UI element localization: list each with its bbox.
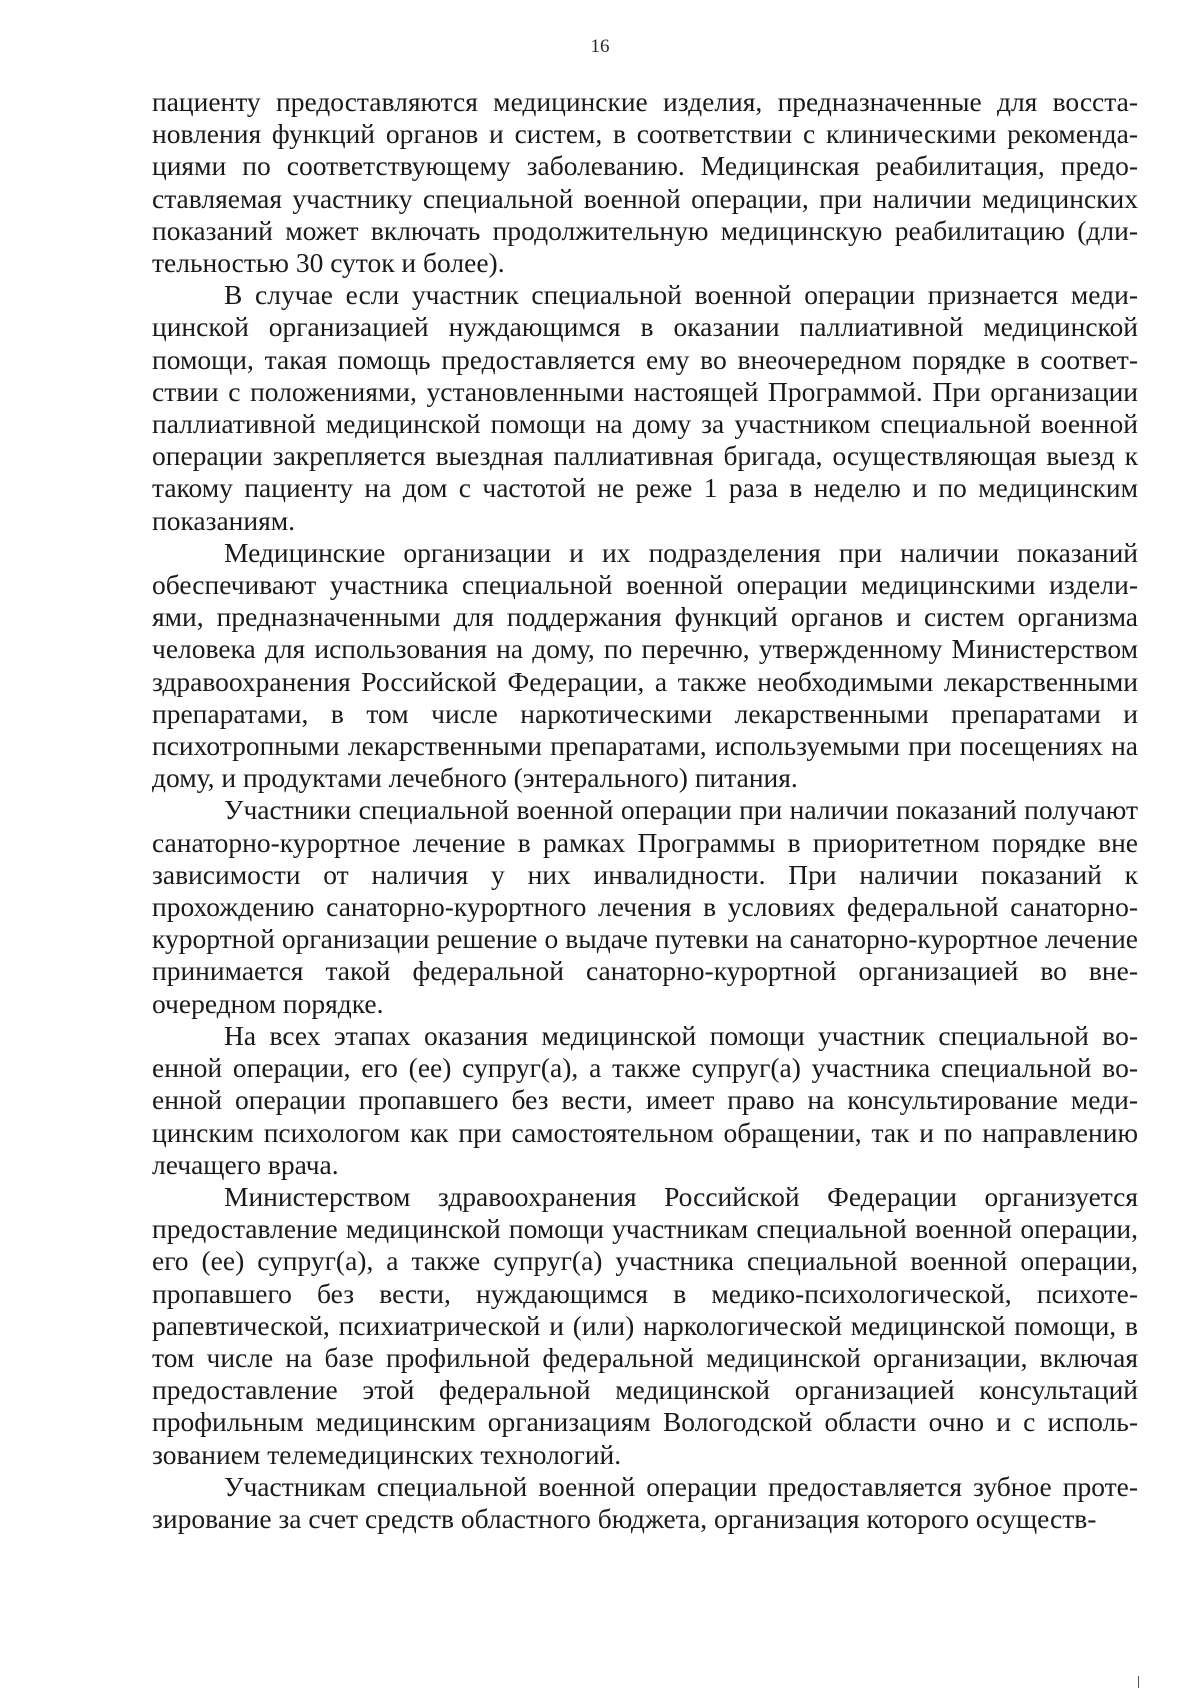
paragraph-continued: пациенту предоставляются медицинские изделия, предназначенные для восстановления функций органов и систем, в соответствии с клиническими рекомендациями по соответствующему заболеванию. Медицинская реабилитация, предоставляемая участнику специальной военной операции, при наличии медицинских показаний может включать продолжительную медицинскую реабилитацию (длительностью 30 суток и более). (152, 86, 1138, 279)
paragraph-sanatorium-treatment: Участники специальной военной операции при наличии показаний получают санаторно-курортное лечение в рамках Программы в приоритетном порядке вне зависимости от наличия у них инвалидности. При наличии показаний к прохождению санаторно-курортного лечения в условиях федеральной санаторно-курортной организации решение о выдаче путевки на санаторно-курортное лечение принимается такой федеральной санаторно-курортной организацией во внеочередном порядке. (152, 794, 1138, 1019)
paragraph-palliative-care: В случае если участник специальной военной операции признается медицинской организацией нуждающимся в оказании паллиативной медицинской помощи, такая помощь предоставляется ему во внеочередном порядке в соответствии с положениями, установленными настоящей Программой. При организации паллиативной медицинской помощи на дому за участником специальной военной операции закрепляется выездная паллиативная бригада, осуществляющая выезд к такому пациенту на дом с частотой не реже 1 раза в неделю и по медицинским показаниям. (152, 279, 1138, 536)
page-number: 16 (590, 36, 610, 57)
paragraph-dental-prosthetics: Участникам специальной военной операции предоставляется зубное протезирование за счет средств областного бюджета, организация которого осуществ- (152, 1470, 1138, 1534)
paragraph-ministry-care: Министерством здравоохранения Российской Федерации организуется предоставление медицинской помощи участникам специальной военной операции, его (ее) супруг(а), а также супруг(а) участника специальной военной операции, пропавшего без вести, нуждающимся в медико-психологической, психотерапевтической, психиатрической и (или) наркологической медицинской помощи, в том числе на базе профильной федеральной медицинской организации, включая предоставление этой федеральной медицинской организацией консультаций профильным медицинским организациям Вологодской области очно и с использованием телемедицинских технологий. (152, 1180, 1138, 1470)
paragraph-medical-devices: Медицинские организации и их подразделения при наличии показаний обеспечивают участника специальной военной операции медицинскими изделиями, предназначенными для поддержания функций органов и систем организма человека для использования на дому, по перечню, утвержденному Министерством здравоохранения Российской Федерации, а также необходимыми лекарственными препаратами, в том числе наркотическими лекарственными препаратами и психотропными лекарственными препаратами, используемыми при посещениях на дому, и продуктами лечебного (энтерального) питания. (152, 536, 1138, 794)
document-body (152, 86, 1138, 1535)
paragraph-psychologist-consultation: На всех этапах оказания медицинской помощи участник специальной военной операции, его (ее) супруг(а), а также супруг(а) участника специальной военной операции пропавшего без вести, имеет право на консультирование медицинским психологом как при самостоятельном обращении, так и по направлению лечащего врача. (152, 1019, 1138, 1180)
scan-edge-mark (1138, 1676, 1139, 1688)
